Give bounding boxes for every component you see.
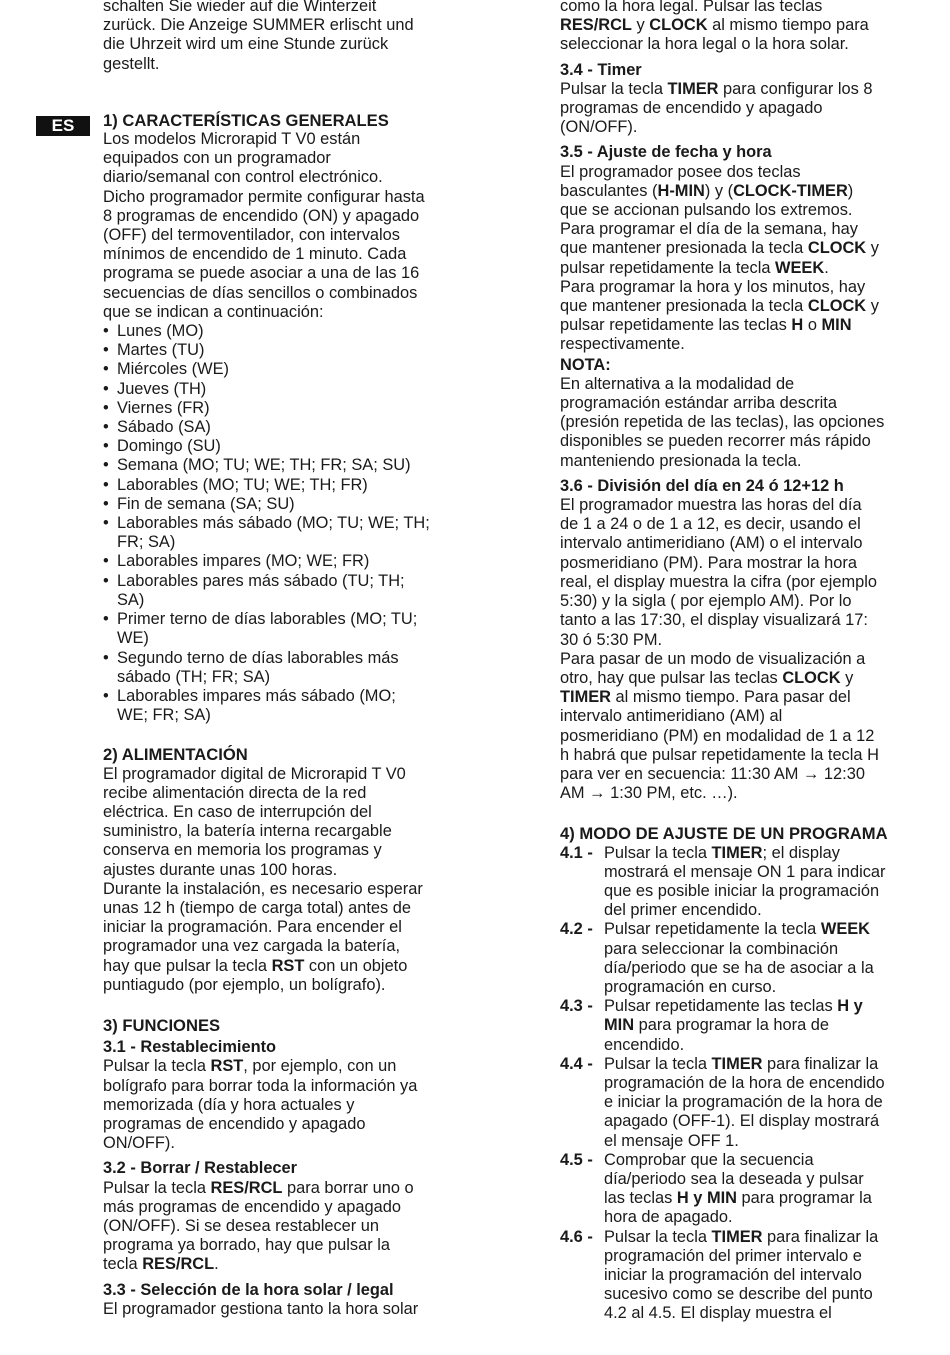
day-sequence-list — [103, 322, 463, 725]
program-steps — [560, 844, 920, 1324]
section-3-3-body: El programador gestiona tanto la hora solar — [103, 1299, 419, 1318]
section-3-2-title: 3.2 - Borrar / Restablecer — [103, 1159, 298, 1178]
section-3-5-body: El programador posee dos teclas basculantes (H-MIN) y (CLOCK-TIMER) que se accionan pulsando los extremos. Para programar el día de la semana, hay que mantener presionada la tecla CLOCK y pulsar repetidamente la tecla WEEK. Para programar la hora y los minutos, hay que mantener presionada la tecla CLOCK y pulsar repetidamente las teclas H o MIN respectivamente. — [560, 162, 879, 354]
program-step — [560, 920, 920, 997]
program-step — [560, 997, 920, 1055]
section-3-1-title: 3.1 - Restablecimiento — [103, 1038, 277, 1057]
day-sequence-item: • Laborables impares (MO; WE; FR) — [103, 552, 463, 571]
section-2-title: 2) ALIMENTACIÓN — [103, 745, 248, 765]
section-3-4-title: 3.4 - Timer — [560, 60, 642, 79]
day-sequence-item: • Jueves (TH) — [103, 380, 463, 399]
intro-paragraph: schalten Sie wieder auf die Winterzeit zurück. Die Anzeige SUMMER erlischt und die Uhrzeit wird um eine Stunde zurück gestellt. — [103, 0, 414, 73]
section-3-2-body: Pulsar la tecla RES/RCL para borrar uno o más programas de encendido y apagado (ON/OFF). Si se desea restablecer un programa ya borrado, hay que pulsar la tecla RES/RCL. — [103, 1178, 414, 1274]
day-sequence-item: • Lunes (MO) — [103, 322, 463, 341]
program-step — [560, 844, 920, 921]
section-3-6-body: El programador muestra las horas del día de 1 a 24 o de 1 a 12, es decir, usando el intervalo antimeridiano (AM) o el intervalo posmeridiano (PM). Para mostrar la hora real, el display muestra la cifra (por ejemplo 5:30) y la sigla ( por ejemplo AM). Por lo tanto a las 17:30, el display visualizará 17: 30 ó 5:30 PM. Para pasar de un modo de visualización a otro, hay que pulsar las teclas CLOCK y TIMER al mismo tiempo. Para pasar del intervalo antimeridiano (AM) al posmeridiano (PM) en modalidad de 1 a 12 h habrá que pulsar repetidamente la tecla H para ver en secuencia: 11:30 AM → 12:30 AM → 1:30 PM, etc. …). — [560, 496, 879, 803]
step-text: Pulsar repetidamente las teclas H y MIN para programar la hora de encendido. — [604, 997, 863, 1054]
section-2-body: El programador digital de Microrapid T V0 recibe alimentación directa de la red eléctrica. En caso de interrupción del suministro, la batería interna recargable conserva en memoria los programas y ajustes durante unas 100 horas. Durante la instalación, es necesario esperar unas 12 h (tiempo de carga total) antes de iniciar la programación. Para encender el programador una vez cargada la batería, hay que pulsar la tecla RST con un objeto puntiagudo (por ejemplo, un bolígrafo). — [103, 764, 423, 994]
step-text: Pulsar repetidamente la tecla WEEK para seleccionar la combinación día/periodo que se ha de asociar a la programación en curso. — [604, 920, 874, 996]
step-number: 4.3 - — [560, 997, 593, 1016]
section-3-1-body: Pulsar la tecla RST, por ejemplo, con un bolígrafo para borrar toda la información ya memorizada (día y hora actuales y programas de encendido y apagado ON/OFF). — [103, 1057, 418, 1153]
section-3-4-body: Pulsar la tecla TIMER para configurar los 8 programas de encendido y apagado (ON/OFF). — [560, 79, 873, 137]
day-sequence-item: • Laborables más sábado (MO; TU; WE; TH; FR; SA) — [103, 514, 463, 552]
day-sequence-item: • Segundo terno de días laborables más sábado (TH; FR; SA) — [103, 649, 463, 687]
day-sequence-item: • Fin de semana (SA; SU) — [103, 495, 463, 514]
day-sequence-item: • Primer terno de días laborables (MO; TU; WE) — [103, 610, 463, 648]
step-text: Pulsar la tecla TIMER; el display mostrará el mensaje ON 1 para indicar que es posible iniciar la programación del primer encendido. — [604, 843, 886, 920]
left-column — [103, 0, 463, 1319]
step-number: 4.6 - — [560, 1227, 593, 1246]
language-badge: ES — [36, 116, 90, 136]
note-title: NOTA: — [560, 355, 611, 374]
program-step — [560, 1151, 920, 1228]
step-number: 4.1 - — [560, 843, 593, 862]
section-3-5-title: 3.5 - Ajuste de fecha y hora — [560, 143, 772, 162]
note-body: En alternativa a la modalidad de programación estándar arriba descrita (presión repetida de las teclas), las opciones disponibles se pueden recorrer más rápido manteniendo presionada la tecla. — [560, 374, 885, 470]
day-sequence-item: • Laborables pares más sábado (TU; TH; SA) — [103, 572, 463, 610]
program-step — [560, 1055, 920, 1151]
program-step — [560, 1228, 920, 1324]
day-sequence-item: • Sábado (SA) — [103, 418, 463, 437]
step-number: 4.2 - — [560, 920, 593, 939]
section-4-title: 4) MODO DE AJUSTE DE UN PROGRAMA — [560, 824, 888, 844]
day-sequence-item: • Miércoles (WE) — [103, 360, 463, 379]
section-3-title: 3) FUNCIONES — [103, 1015, 221, 1035]
step-number: 4.5 - — [560, 1150, 593, 1169]
day-sequence-item: • Laborables (MO; TU; WE; TH; FR) — [103, 476, 463, 495]
day-sequence-item: • Laborables impares más sábado (MO; WE; FR; SA) — [103, 687, 463, 725]
step-text: Comprobar que la secuencia día/periodo sea la deseada y pulsar las teclas H y MIN para programar la hora de apagado. — [604, 1150, 872, 1227]
step-number: 4.4 - — [560, 1054, 593, 1073]
day-sequence-item: • Viernes (FR) — [103, 399, 463, 418]
right-column — [560, 0, 920, 1324]
step-text: Pulsar la tecla TIMER para finalizar la programación del primer intervalo e iniciar la programación del intervalo sucesivo como se describe del punto 4.2 al 4.5. El display muestra el — [604, 1227, 879, 1323]
section-3-3-title: 3.3 - Selección de la hora solar / legal — [103, 1280, 394, 1299]
section-1-body: Los modelos Microrapid T V0 están equipados con un programador diario/semanal con control electrónico. Dicho programador permite configurar hasta 8 programas de encendido (ON) y apagado (OFF) del termoventilador, con intervalos mínimos de encendido de 1 minuto. Cada programa se puede asociar a una de las 16 secuencias de días sencillos o combinados que se indican a continuación: — [103, 130, 425, 321]
day-sequence-item: • Semana (MO; TU; WE; TH; FR; SA; SU) — [103, 456, 463, 475]
section-3-3-continued: como la hora legal. Pulsar las teclas RES/RCL y CLOCK al mismo tiempo para seleccionar la hora legal o la hora solar. — [560, 0, 869, 54]
section-3-6-title: 3.6 - División del día en 24 ó 12+12 h — [560, 476, 844, 495]
section-1-title: 1) CARACTERÍSTICAS GENERALES — [103, 110, 389, 130]
day-sequence-item: • Domingo (SU) — [103, 437, 463, 456]
rst-key: RST — [271, 956, 305, 975]
day-sequence-item: • Martes (TU) — [103, 341, 463, 360]
step-text: Pulsar la tecla TIMER para finalizar la programación de la hora de encendido e iniciar la programación de la hora de apagado (OFF-1). El display mostrará el mensaje OFF 1. — [604, 1054, 885, 1150]
